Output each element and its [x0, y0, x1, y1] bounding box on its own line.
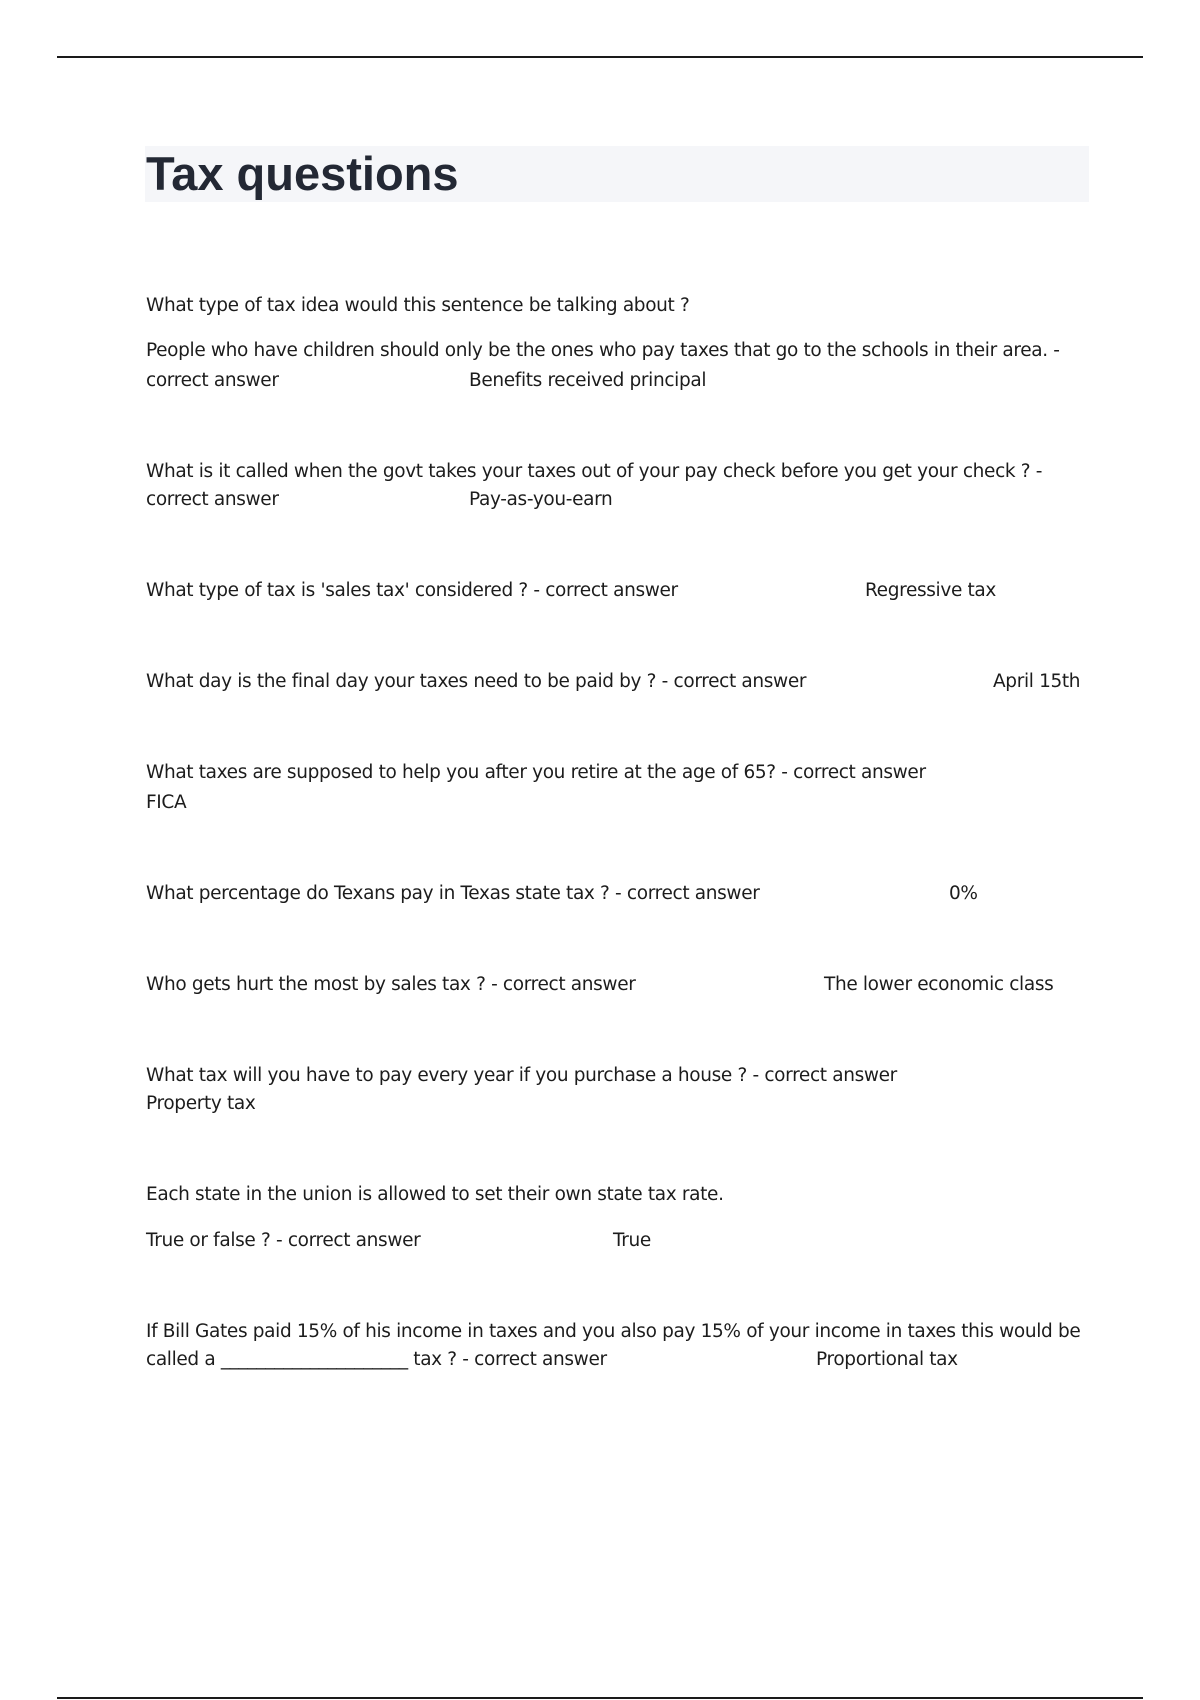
answer-5: FICA	[146, 792, 187, 813]
question-9-line-1: Each state in the union is allowed to set their own state tax rate.	[146, 1184, 724, 1205]
question-6-line-1: What percentage do Texans pay in Texas state tax ? - correct answer	[146, 883, 760, 904]
question-9-line-2: True or false ? - correct answer	[146, 1230, 421, 1251]
answer-3: Regressive tax	[865, 580, 996, 601]
answer-1: Benefits received principal	[469, 370, 707, 391]
question-3-line-1: What type of tax is 'sales tax' considered ? - correct answer	[146, 580, 678, 601]
answer-8: Property tax	[146, 1093, 256, 1114]
question-8-line-1: What tax will you have to pay every year if you purchase a house ? - correct answer	[146, 1065, 897, 1086]
top-rule	[57, 56, 1143, 58]
answer-2: Pay-as-you-earn	[469, 489, 613, 510]
question-5-line-1: What taxes are supposed to help you after you retire at the age of 65? - correct answer	[146, 762, 926, 783]
answer-9: True	[613, 1230, 651, 1251]
question-2-line-2: correct answer	[146, 489, 279, 510]
question-4-line-1: What day is the final day your taxes need to be paid by ? - correct answer	[146, 671, 807, 692]
answer-10: Proportional tax	[816, 1349, 958, 1370]
question-1-line-2: People who have children should only be the ones who pay taxes that go to the schools in their area. -	[146, 340, 1060, 361]
bottom-rule	[57, 1697, 1143, 1699]
question-1-line-1: What type of tax idea would this sentence be talking about ?	[146, 295, 690, 316]
page-title: Tax questions	[146, 147, 459, 200]
question-1-line-3: correct answer	[146, 370, 279, 391]
question-10-line-1: If Bill Gates paid 15% of his income in taxes and you also pay 15% of your income in taxes this would be	[146, 1321, 1081, 1342]
question-7-line-1: Who gets hurt the most by sales tax ? - correct answer	[146, 974, 636, 995]
question-2-line-1: What is it called when the govt takes your taxes out of your pay check before you get your check ? -	[146, 461, 1043, 482]
answer-4: April 15th	[993, 671, 1081, 692]
answer-6: 0%	[949, 883, 978, 904]
answer-7: The lower economic class	[824, 974, 1054, 995]
question-10-line-2: called a _____________________ tax ? - correct answer	[146, 1349, 607, 1370]
